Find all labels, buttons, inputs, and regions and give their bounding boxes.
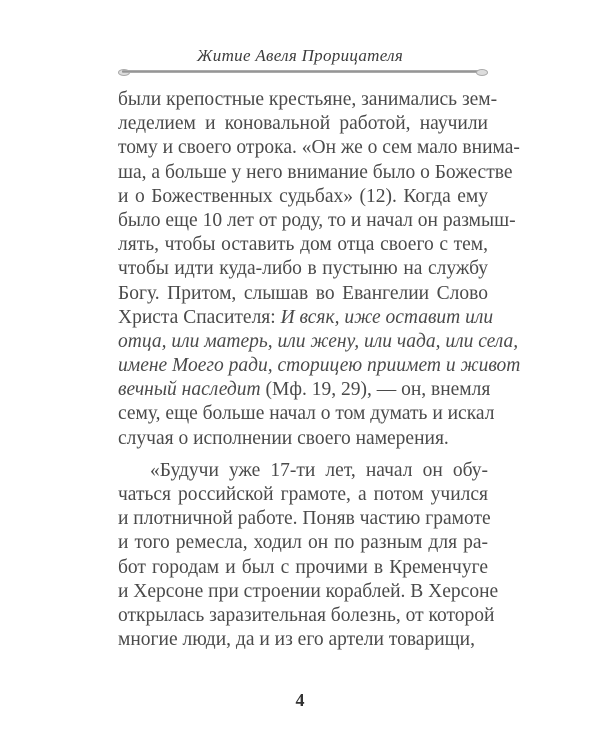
text-segment: ша, а больше у него внимание было о Божестве [118, 161, 513, 183]
text-segment: чтобы идти куда-либо в пустыню на службу [118, 258, 488, 280]
text-line [118, 282, 488, 306]
text-line [118, 330, 519, 354]
text-line [118, 427, 488, 451]
text-line [118, 354, 521, 378]
body-text [118, 88, 521, 652]
text-segment: сему, еще больше начал о том думать и искал [118, 403, 495, 425]
text-line [118, 604, 495, 628]
text-segment: леделием и коновальной работой, научили [118, 113, 488, 135]
text-segment: случая о исполнении своего намерения. [118, 427, 449, 449]
paragraph [118, 459, 499, 653]
text-segment: Христа Спасителя: [118, 306, 281, 328]
page-number: 4 [295, 690, 305, 710]
text-segment: лять, чтобы оставить дом отца своего с тем, [118, 234, 488, 256]
paragraph [118, 88, 521, 451]
text-segment: многие люди, да и из его артели товарищи, [118, 629, 475, 651]
text-line [118, 233, 488, 257]
text-segment: «Будучи уже 17-ти лет, начал он обу- [150, 459, 488, 481]
text-line [118, 580, 499, 604]
text-segment: были крепостные крестьяне, занимались зем- [118, 89, 498, 110]
header-rule [122, 70, 484, 73]
text-line [118, 507, 491, 531]
scripture-quote: И всяк, иже оставит или [280, 306, 494, 328]
text-segment: было еще 10 лет от роду, то и начал он размыш- [118, 209, 516, 231]
text-line [118, 161, 513, 185]
text-line [118, 459, 488, 483]
text-segment: открылась заразительная болезнь, от которой [118, 604, 495, 626]
text-segment: (Мф. 19, 29), — он, внемля [260, 379, 491, 401]
rule-ornament-right [476, 69, 488, 76]
text-line [118, 306, 494, 330]
text-line [118, 531, 488, 555]
scripture-quote: имене Моего ради, сторицею приимет и живот [118, 355, 521, 377]
text-segment: и того ремесла, ходил он по разным для ра- [118, 532, 488, 554]
text-segment: и Херсоне при строении кораблей. В Херсоне [118, 580, 499, 602]
text-line [118, 483, 488, 507]
scripture-quote: вечный наследит [118, 379, 261, 401]
text-segment: тому и своего отрока. «Он же о сем мало внима- [118, 137, 520, 159]
text-line [118, 88, 498, 112]
scripture-quote: отца, или матерь, или жену, или чада, или села, [118, 330, 519, 352]
text-segment: и о Божественных судьбах» (12). Когда ему [118, 185, 488, 207]
running-head: Житие Авеля Прорицателя [196, 46, 404, 65]
text-line [118, 378, 491, 402]
text-segment: и плотничной работе. Поняв частию грамоте [118, 508, 491, 530]
text-segment: Богу. Притом, слышав во Евангелии Слово [118, 282, 488, 304]
text-line [118, 556, 488, 580]
paragraph-gap [118, 451, 488, 459]
text-segment: чаться российской грамоте, а потом учился [118, 484, 488, 505]
text-line [118, 209, 516, 233]
text-line [118, 112, 488, 136]
text-line [118, 628, 488, 652]
text-line [118, 257, 488, 281]
text-line [118, 185, 488, 209]
text-line [118, 402, 495, 426]
text-line [118, 136, 520, 160]
text-segment: бот городам и был с прочими в Кременчуге [118, 556, 488, 578]
